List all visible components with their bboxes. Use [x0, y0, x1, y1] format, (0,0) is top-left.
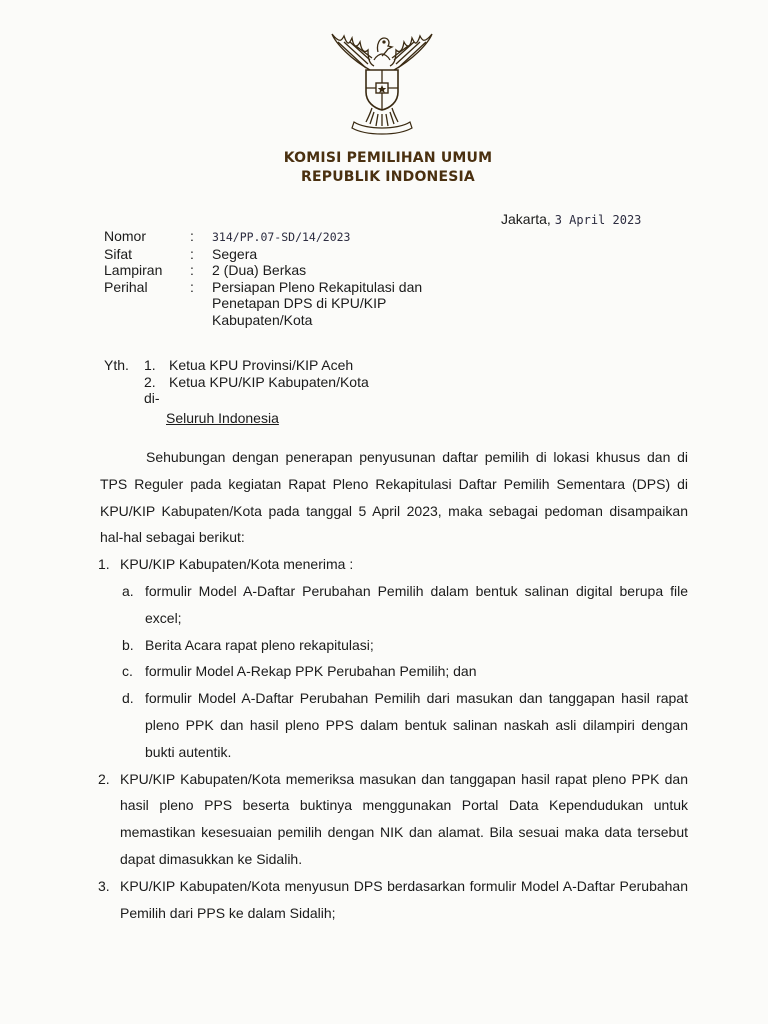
org-name-line2: REPUBLIK INDONESIA	[301, 169, 475, 185]
sub-list-letter: c.	[122, 663, 133, 680]
addressee-lead: Yth.	[104, 357, 129, 373]
list-number: 3.	[98, 877, 110, 894]
intro-paragraph: Sehubungan dengan penerapan penyusunan daftar pemilih di lokasi khusus dan di TPS Reguler pada kegiatan Rapat Pleno Rekapitulasi Daftar Pemilih Sementara (DPS) di KPU/KIP Kabupaten/Kota pada tanggal 5 April 2023, maka sebagai pedoman disampaikan hal-hal sebagai berikut:	[100, 449, 688, 546]
letter-date	[501, 211, 641, 227]
sub-list-item	[100, 685, 688, 765]
meta-row-sifat	[104, 246, 472, 263]
perihal-line: Kabupaten/Kota	[212, 311, 313, 328]
date-value: 3 April 2023	[554, 213, 642, 227]
addressee-di: di-	[144, 390, 160, 406]
sub-list-text: formulir Model A-Daftar Perubahan Pemilih dari masukan dan tanggapan hasil rapat pleno PPK dan hasil pleno PPS dalam bentuk salinan naskah asli dilampiri dengan bukti autentik.	[145, 690, 688, 760]
meta-label-lampiran: Lampiran	[104, 262, 163, 278]
garuda-pancasila-emblem-icon	[322, 30, 442, 140]
recipient-number: 1.	[144, 357, 156, 373]
meta-row-lampiran	[104, 262, 472, 279]
date-place: Jakarta,	[501, 211, 551, 227]
meta-value-lampiran: 2 (Dua) Berkas	[212, 262, 307, 278]
meta-value-sifat: Segera	[212, 245, 258, 262]
recipient-name: Ketua KPU/KIP Kabupaten/Kota	[169, 373, 369, 390]
sub-list-item	[100, 632, 688, 659]
meta-colon: :	[190, 245, 194, 262]
sub-list-letter: b.	[122, 636, 134, 653]
meta-value-nomor: 314/PP.07-SD/14/2023	[212, 230, 351, 244]
list-item	[100, 766, 688, 873]
meta-value-perihal	[212, 279, 472, 329]
list-item-text: KPU/KIP Kabupaten/Kota menyusun DPS berdasarkan formulir Model A-Daftar Perubahan Pemilih dari PPS ke dalam Sidalih;	[120, 877, 688, 921]
sub-list-item	[100, 578, 688, 632]
meta-row-nomor	[104, 228, 472, 246]
list-number: 2.	[98, 770, 110, 787]
org-name-line1: KOMISI PEMILIHAN UMUM	[283, 150, 493, 166]
addressee-block	[104, 357, 369, 426]
meta-colon: :	[190, 228, 194, 244]
perihal-line: Penetapan DPS di KPU/KIP	[212, 295, 387, 311]
addressee-row	[104, 357, 369, 374]
sub-list-text: Berita Acara rapat pleno rekapitulasi;	[145, 636, 374, 653]
recipient-number: 2.	[144, 373, 156, 390]
meta-colon: :	[190, 262, 194, 278]
sub-list-letter: d.	[122, 690, 134, 707]
list-number: 1.	[98, 556, 110, 573]
list-item	[100, 873, 688, 927]
perihal-line: Persiapan Pleno Rekapitulasi dan	[212, 278, 423, 295]
meta-label-perihal: Perihal	[104, 278, 148, 295]
list-item	[100, 551, 688, 578]
letter-meta	[104, 228, 472, 328]
meta-row-perihal	[104, 279, 472, 329]
addressee-row	[104, 374, 369, 391]
meta-label-sifat: Sifat	[104, 245, 133, 262]
sub-list-item	[100, 658, 688, 685]
letter-body	[100, 444, 688, 926]
meta-colon: :	[190, 278, 194, 295]
list-item-text: KPU/KIP Kabupaten/Kota menerima :	[120, 556, 354, 573]
meta-label-nomor: Nomor	[104, 228, 147, 244]
list-item-text: KPU/KIP Kabupaten/Kota memeriksa masukan dan tanggapan hasil rapat pleno PPK dan hasil pleno PPS beserta buktinya menggunakan Portal Data Kependudukan untuk memastikan kesesuaian pemilih dengan NIK dan alamat. Bila sesuai maka data tersebut dapat dimasukkan ke Sidalih.	[120, 770, 688, 867]
recipient-name: Ketua KPU Provinsi/KIP Aceh	[169, 357, 354, 373]
sub-list-letter: a.	[122, 582, 134, 599]
addressee-place: Seluruh Indonesia	[166, 409, 279, 426]
sub-list-text: formulir Model A-Daftar Perubahan Pemilih dalam bentuk salinan digital berupa file excel;	[145, 582, 688, 626]
sub-list-text: formulir Model A-Rekap PPK Perubahan Pemilih; dan	[145, 663, 477, 680]
